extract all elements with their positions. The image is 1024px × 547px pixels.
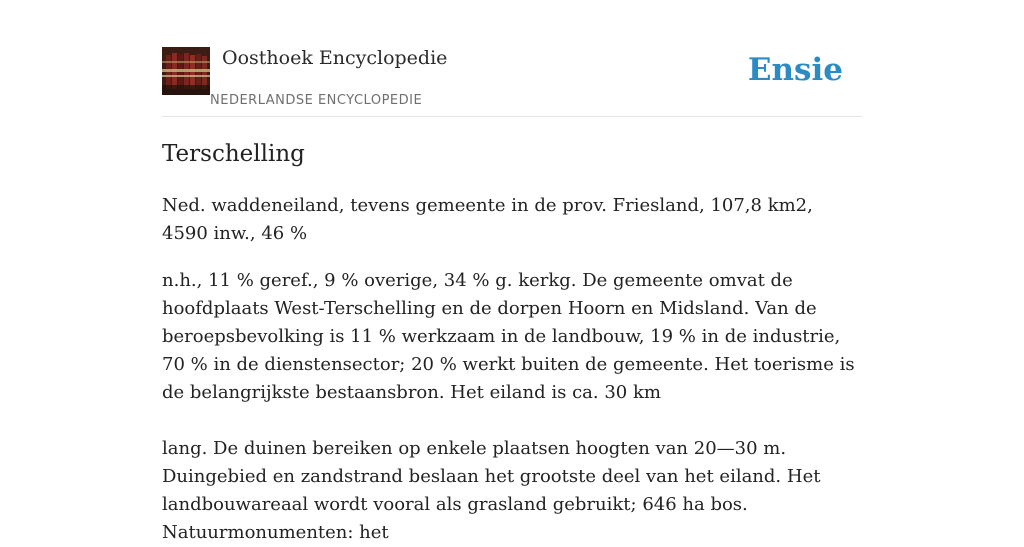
article-paragraph: n.h., 11 % geref., 9 % overige, 34 % g. kerkg. De gemeente omvat de hoofdplaats West-Terschelling en de dorpen Hoorn en Midsland. Van de beroepsbevolking is 11 % werkzaam in de landbouw, 19 % in de industrie, 70 % in de dienstensector; 20 % werkt buiten de gemeente. Het toerisme is de belangrijkste bestaansbron. Het eiland is ca. 30 km bbox=[162, 270, 855, 403]
header bbox=[162, 46, 862, 117]
encyclopedia-books-icon[interactable] bbox=[162, 47, 210, 95]
article-title: Terschelling bbox=[162, 141, 305, 167]
source-title-link[interactable]: Oosthoek Encyclopedie bbox=[222, 47, 448, 69]
article-paragraph: lang. De duinen bereiken op enkele plaatsen hoogten van 20—30 m. Duingebied en zandstrand beslaan het grootste deel van het eiland. Het landbouwareaal wordt vooral als grasland gebruikt; 646 ha bos. Natuurmonumenten: het bbox=[162, 438, 821, 543]
brand-logo-link[interactable]: Ensie bbox=[747, 52, 843, 88]
article-paragraph: Ned. waddeneiland, tevens gemeente in de prov. Friesland, 107,8 km2, 4590 inw., 46 % bbox=[162, 195, 813, 244]
article bbox=[162, 138, 862, 547]
source-subtitle: NEDERLANDSE ENCYCLOPEDIE bbox=[210, 93, 423, 108]
